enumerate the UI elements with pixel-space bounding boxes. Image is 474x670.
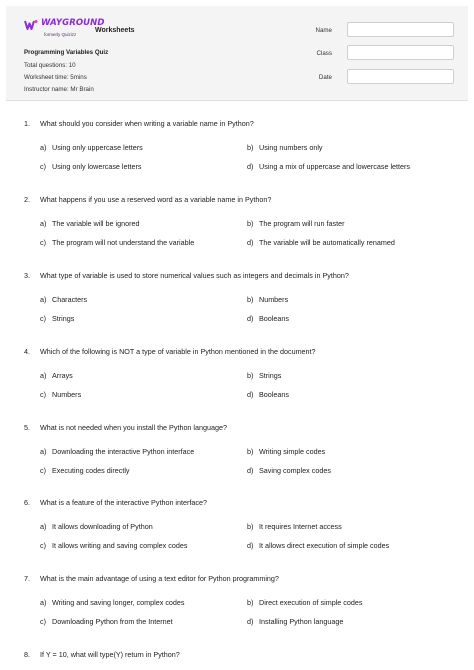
brand-logo [24, 18, 105, 31]
question-text: What happens if you use a reserved word as a variable name in Python? [40, 195, 272, 204]
name-label: Name [315, 27, 332, 34]
question-number: 3. [24, 271, 30, 280]
worksheet-header [6, 6, 468, 101]
question-text: What is a feature of the interactive Python interface? [40, 498, 208, 507]
option-b[interactable]: b) The program will run faster [247, 219, 345, 228]
option-b[interactable]: b) It requires Internet access [247, 522, 342, 531]
date-field[interactable] [347, 69, 454, 84]
brand-title: Worksheets [95, 27, 135, 34]
question-number: 5. [24, 423, 30, 432]
option-b[interactable]: b) Strings [247, 371, 282, 380]
total-questions: Total questions: 10 [24, 62, 76, 69]
option-d[interactable]: d) Saving complex codes [247, 466, 331, 475]
quiz-title: Programming Variables Quiz [24, 49, 109, 56]
option-c[interactable]: c) Executing codes directly [40, 466, 130, 475]
question-text: Which of the following is NOT a type of variable in Python mentioned in the document? [40, 347, 316, 356]
option-a[interactable]: a) Characters [40, 295, 88, 304]
option-d[interactable]: d) Booleans [247, 390, 289, 399]
option-c[interactable]: c) Strings [40, 314, 75, 323]
logo-subtitle: formerly Quizizz [44, 32, 77, 37]
option-b[interactable]: b) Numbers [247, 295, 289, 304]
date-label: Date [318, 74, 332, 81]
option-d[interactable]: d) Installing Python language [247, 617, 344, 626]
question-number: 1. [24, 119, 30, 128]
name-field[interactable] [347, 22, 454, 37]
class-label: Class [316, 50, 332, 57]
question-text: What type of variable is used to store numerical values such as integers and decimals in Python? [40, 271, 349, 280]
question-text: What is the main advantage of using a text editor for Python programming? [40, 574, 279, 583]
question-number: 8. [24, 650, 30, 659]
option-d[interactable]: d) It allows direct execution of simple codes [247, 541, 390, 550]
option-d[interactable]: d) The variable will be automatically renamed [247, 238, 395, 247]
option-c[interactable]: c) It allows writing and saving complex codes [40, 541, 188, 550]
worksheet-time: Worksheet time: 5mins [24, 74, 87, 81]
question-text: What is not needed when you install the Python language? [40, 423, 228, 432]
instructor-name: Instructor name: Mr Brain [24, 86, 94, 93]
option-c[interactable]: c) The program will not understand the variable [40, 238, 195, 247]
question-number: 7. [24, 574, 30, 583]
logo-wordmark: WAYGROUND [41, 18, 105, 28]
option-a[interactable]: a) Writing and saving longer, complex codes [40, 598, 185, 607]
option-a[interactable]: a) Using only uppercase letters [40, 143, 143, 152]
option-a[interactable]: a) Arrays [40, 371, 73, 380]
question-number: 2. [24, 195, 30, 204]
class-field[interactable] [347, 45, 454, 60]
option-c[interactable]: c) Using only lowercase letters [40, 162, 142, 171]
option-b[interactable]: b) Using numbers only [247, 143, 323, 152]
wayground-logo-icon [24, 19, 38, 31]
question-number: 4. [24, 347, 30, 356]
option-c[interactable]: c) Numbers [40, 390, 82, 399]
option-d[interactable]: d) Booleans [247, 314, 289, 323]
question-text: What should you consider when writing a variable name in Python? [40, 119, 254, 128]
option-a[interactable]: a) Downloading the interactive Python interface [40, 447, 195, 456]
option-a[interactable]: a) It allows downloading of Python [40, 522, 153, 531]
option-c[interactable]: c) Downloading Python from the Internet [40, 617, 173, 626]
option-d[interactable]: d) Using a mix of uppercase and lowercase letters [247, 162, 411, 171]
question-text: If Y = 10, what will type(Y) return in Python? [40, 650, 180, 659]
option-a[interactable]: a) The variable will be ignored [40, 219, 140, 228]
option-b[interactable]: b) Direct execution of simple codes [247, 598, 363, 607]
option-b[interactable]: b) Writing simple codes [247, 447, 326, 456]
question-number: 6. [24, 498, 30, 507]
